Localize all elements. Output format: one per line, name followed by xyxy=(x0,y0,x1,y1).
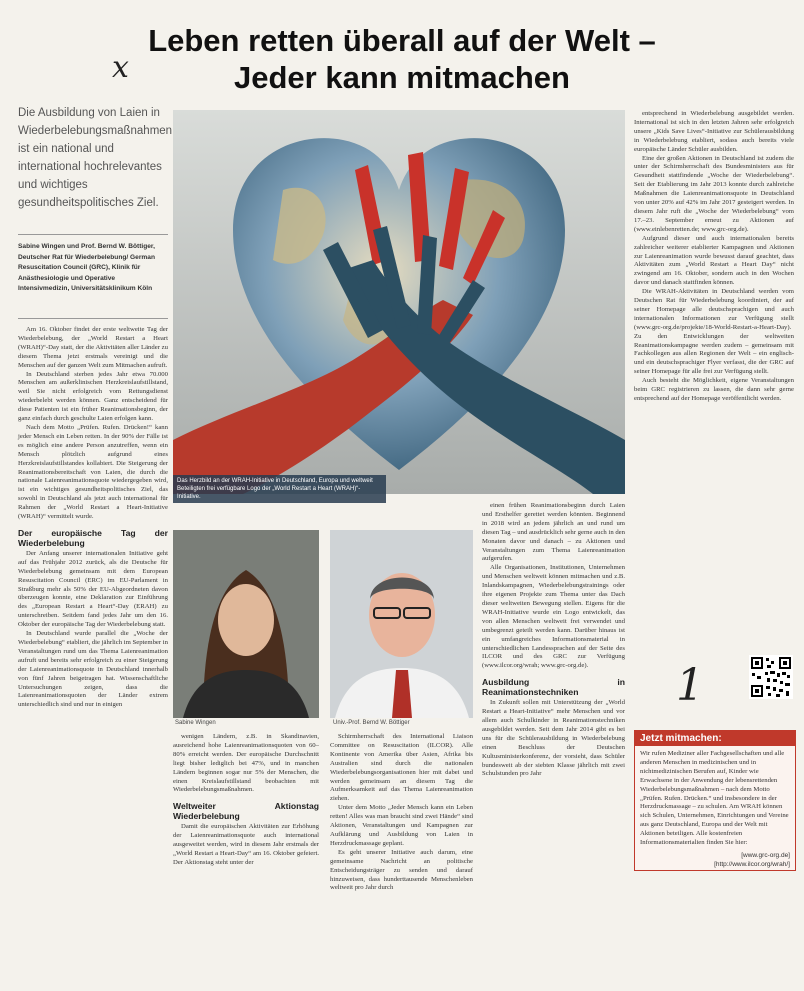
paragraph: entsprechend in Wiederbelebung ausgebildet werden. International ist sich in den letzten Jahren sehr erfolgreich unsere „Kids Save Lives“-Initiative zur Schülerausbildung in Wiederbelebung etabliert, sodass auch bereits viele europäische Länder Schüler ausbilden. xyxy=(634,110,794,153)
heart-hands-photo xyxy=(173,110,625,494)
portrait-man-image xyxy=(330,530,473,718)
paragraph: Am 16. Oktober findet der erste weltweite Tag der Wiederbelebung, der „World Restart a Heart (WRAH)“-Day statt, der die Aktivitäten aller Länder zu diesem Thema jetzt erstmals vereinigt und die Menschen auf der ganzen Welt zum Mitmachen aufruft. xyxy=(18,326,168,369)
paragraph: In Deutschland wurde parallel die „Woche der Wiederbelebung“ etabliert, die jährlich im September in Veranstaltungen rund um das Thema Laienreanimation aufruft und bereits sehr erfolgreich zu einer Steigerung der Laienreanimationsquote in Deutschland innerhalb von fünf Jahren beigetragen hat. Wissenschaftliche Untersuchungen zeigen, dass die Laienreanimationsquoten der Länder extrem unterschiedlich sind und nur in einigen xyxy=(18,630,168,709)
link-grc[interactable]: [www.grc-org.de] xyxy=(741,851,790,859)
portrait-woman-image xyxy=(173,530,319,718)
article-column-5 xyxy=(634,110,794,404)
paragraph: Damit die europäischen Aktivitäten zur Erhöhung der Laienreanimationsquote auch international ausgeweitet werden, wird in diesem Jahr erstmals der „World Restart a Heart-Day“ am 16. Oktober gefeiert. Der Aktionstag steht unter der xyxy=(173,823,319,866)
paragraph: Es geht unserer Initiative auch darum, eine gemeinsame Nachricht an politische Entscheidungsträger zu senden und darauf hinzuweisen, dass hunderttausende Menschenleben weltweit pro Jahr durch xyxy=(330,848,473,892)
call-to-action-body: Wir rufen Mediziner aller Fachgesellschaften und alle anderen Menschen in medizinischen und in nichtmedizinischen Berufen auf, Kinder wie Erwachsene in der Anwendung der lebensrettenden Wiederbelebungsmaßnahmen – nach dem Motto „Prüfen. Rufen. Drücken.“ und insbesondere in der Herzdruckmassage – zu schulen. Am WRAH können sich Schulen, Unternehmen, Einrichtungen und Vereine aus ganz Deutschland, Europa und der Welt mit Aktionen beteiligen. Alle kostenfreien Informationsmaterialien finden Sie hier: xyxy=(640,750,789,847)
paragraph: In Zukunft sollen mit Unterstützung der „World Restart a Heart-Initiative“ mehr Menschen und vor allem auch Schulkinder in Reanimationstechniken ausgebildet werden. Seit dem Jahr 2014 gibt es bei uns für die Schülerausbildung in Wiederbelebung einen Beschluss der Deutschen Kultusministerkonferenz, der vorsieht, dass Schüler bundesweit ab der siebten Klasse jährlich mit zwei Schulstunden pro Jahr xyxy=(482,699,625,778)
divider xyxy=(18,318,168,319)
paragraph: Alle Organisationen, Institutionen, Unternehmen und Menschen weltweit können mitmachen und z.B. Inlandskampagnen, Wiederbelebungstrainings oder ihre eigenen Projekte zum Thema unter das Dach dieser weltweiten Bewegung stellen. Eigens für die WRAH-Initiative wurde ein Logo entwickelt, das von allen Menschen weltweit frei verwendet und umbegrenzt geteilt werden kann. Darüber hinaus ist ein umfangreiches Informationsmaterial in unterschiedlichen Landessprachen auf der Seite des ILCOR und des GRC zur Verfügung (www.ilcor.org/wrah; www.grc-org.de). xyxy=(482,564,625,670)
author-credits: Sabine Wingen und Prof. Bernd W. Böttiger, Deutscher Rat für Wiederbelebung/ German Resuscitation Council (GRC), Klinik für Anästhesiologie und Operative Intensivmedizin, Universitätsklinikum Köln xyxy=(18,243,155,292)
divider xyxy=(18,234,168,235)
paragraph: Die WRAH-Aktivitäten in Deutschland werden vom Deutschen Rat für Wiederbelebung koordiniert, der auf seiner Homepage alle deutschsprachigen und auch internationalen Informationen zur Verfügung stellt (www.grc-org.de/projekte/18-World-Restart-a-Heart-Day). Zu den Entwicklungen der weltweiten Reanimationskampagne werden zudem – gemeinsam mit Fachkollegen aus allen Regionen der Welt – ein englisch- und ein deutschsprachiger Flyer verfasst, die der GRC auf seiner Homepage für alle frei zur Verfügung stellt. xyxy=(634,288,794,376)
link-ilcor[interactable]: [http://www.ilcor.org/wrah/] xyxy=(714,860,790,868)
paragraph: einen frühen Reanimationsbeginn durch Laien und Ersthelfer gerettet werden könnten. Beginnend in 2018 wird an jedem jährlich an und rund um diesen Tag – und ausdrücklich sehr gerne auch in den Monaten davor und danach – zu Aktionen und Veranstaltungen zum Thema Laienreanimation aufgerufen. xyxy=(482,502,625,563)
article-column-2 xyxy=(173,733,319,868)
portrait-bernd-boettiger xyxy=(330,530,473,718)
intro-text: Die Ausbildung von Laien in Wiederbelebungsmaßnahmen ist ein national und international hochrelevantes und wichtiges gesundheitspolitisches Ziel. xyxy=(18,107,173,209)
headline-line1: Leben retten überall auf der Welt – xyxy=(148,23,656,58)
paragraph: Aufgrund dieser und auch internationalen bereits zahlreicher weiterer etablierter Kampagnen und Aktionen zur Laienreanimation wurde bewusst darauf geachtet, dass Aktivitäten zum „World Restart a Heart Day“ nicht zwingend am 16. Oktober, sondern auch in den Wochen davor und danach stattfinden können. xyxy=(634,234,794,287)
main-photo-caption: Das Herzbild an der WRAH-Initiative in Deutschland, Europa und weltweit Beteiligten frei verfügbare Logo der „World Restart a Heart (WRAH)“-Initiative. xyxy=(173,475,386,503)
portrait-sabine-wingen xyxy=(173,530,319,718)
article-column-1 xyxy=(18,326,168,710)
heart-hands-illustration xyxy=(173,110,625,494)
section-heading: Weltweiter Aktionstag Wiederbelebung xyxy=(173,801,319,822)
section-heading: Ausbildung in Reanimationstechniken xyxy=(482,677,625,698)
handwritten-number: 1 xyxy=(676,660,704,711)
paragraph: Der Anfang unserer internationalen Initiative geht auf das Frühjahr 2012 zurück, als die Deutsche für Wiederbelebung gemeinsam mit dem European Resuscitation Council (ERC) im EU-Parlament in Straßburg mehr als 50% der EU-Abgeordneten davon überzeugen konnte, eine Deklaration zur Einführung des „European Restart a Heart“-Day (ERAH) zu unterschreiben. Seitdem fand jedes Jahr um den 16. Oktober der europäische Tag der Wiederbelebung statt. xyxy=(18,549,168,629)
article-column-4 xyxy=(482,502,625,779)
paragraph: Eine der großen Aktionen in Deutschland ist zudem die unter der Schirmherrschaft des Bundesministers aus für Gesundheit stattfindende „Woche der Wiederbelebung“. Seit der Etablierung im Jahr 2013 konnte durch zahlreiche Maßnahmen die Laienreanimationsquote in Deutschland von unter 20% auf 42% im Jahr 2017 gesteigert werden. In diesem Jahr ruft die „Woche der Wiederbelebung“ vom 17.–23. September erneut zu Aktionen auf (www.einlebenretten.de; www.grc-org.de). xyxy=(634,154,794,233)
paragraph: Unter dem Motto „Jeder Mensch kann ein Leben retten! Alles was man braucht sind zwei Hände“ sind Aktionen, Veranstaltungen und Kampagnen zur Aufklärung und Ausbildung von Laien in Herzdruckmassage geplant. xyxy=(330,804,473,847)
handwritten-mark: x xyxy=(112,50,129,85)
paragraph: wenigen Ländern, z.B. in Skandinavien, ausreichend hohe Laienreanimationsquoten von 60–80% erreicht werden. Der europäische Durchschnitt liegt bisher lediglich bei 47%, und in manchen Ländern beginnen sogar nur 5% der Menschen, die einen Kreislaufstillstand beobachten mit Wiederbelebungsmaßnahmen. xyxy=(173,733,319,794)
portrait-left-caption: Sabine Wingen xyxy=(175,720,216,726)
article-column-3 xyxy=(330,733,473,893)
paragraph: Schirmherrschaft des International Liaison Committee on Resuscitation (ILCOR). Alle Kontinente von Amerika über Asien, Afrika bis Australien sind durch die nationalen Wiederbelebungsorganisationen hier mit dabei und werden gemeinsam an diesem Tag die Aufmerksamkeit auf das Thema Laienreanimation ziehen. xyxy=(330,733,473,803)
headline-line2: Jeder kann mitmachen xyxy=(234,60,570,95)
call-to-action-box xyxy=(634,730,796,871)
paragraph: Auch besteht die Möglichkeit, eigene Veranstaltungen beim GRC registrieren zu lassen, die dann sehr gerne entsprechend auf der Homepage veröffentlicht werden. xyxy=(634,377,794,402)
qr-code-graphic xyxy=(749,655,793,699)
section-heading: Der europäische Tag der Wiederbelebung xyxy=(18,527,168,548)
call-to-action-title: Jetzt mitmachen: xyxy=(635,731,795,746)
qr-code-icon[interactable] xyxy=(749,655,793,699)
portrait-right-caption: Univ.-Prof. Bernd W. Böttiger xyxy=(333,720,410,726)
paragraph: Nach dem Motto „Prüfen. Rufen. Drücken!“ kann jeder Mensch ein Leben retten. In der 90% der Fälle ist es möglich eine andere Person anzutreffen, wenn ein Mensch plötzlich aufgrund eines Herzkreislaufstillstandes kollabiert. Die Steigerung der Reanimationsbereitschaft von Laien, die durch die nationale Laienreanimationsquote wiedergegeben wird, ist ein wichtiges gesundheitspolitisches Ziel, das sowohl in Deutschland als jetzt auch international für Rahmen der „World Restart a Heart-Initiative (WRAH)“ vermittelt wurde. xyxy=(18,423,168,521)
paragraph: In Deutschland sterben jedes Jahr etwa 70.000 Menschen am außerklinischen Herzkreislaufstillstand, weil Sie nicht erfolgreich vom Rettungsdienst wiederbelebt werden können. Ganz entscheidend für diese Patienten ist ein früher Reanimationsbeginn, der ganz einfach durch geschulte Laien erfolgen kann. xyxy=(18,370,168,423)
